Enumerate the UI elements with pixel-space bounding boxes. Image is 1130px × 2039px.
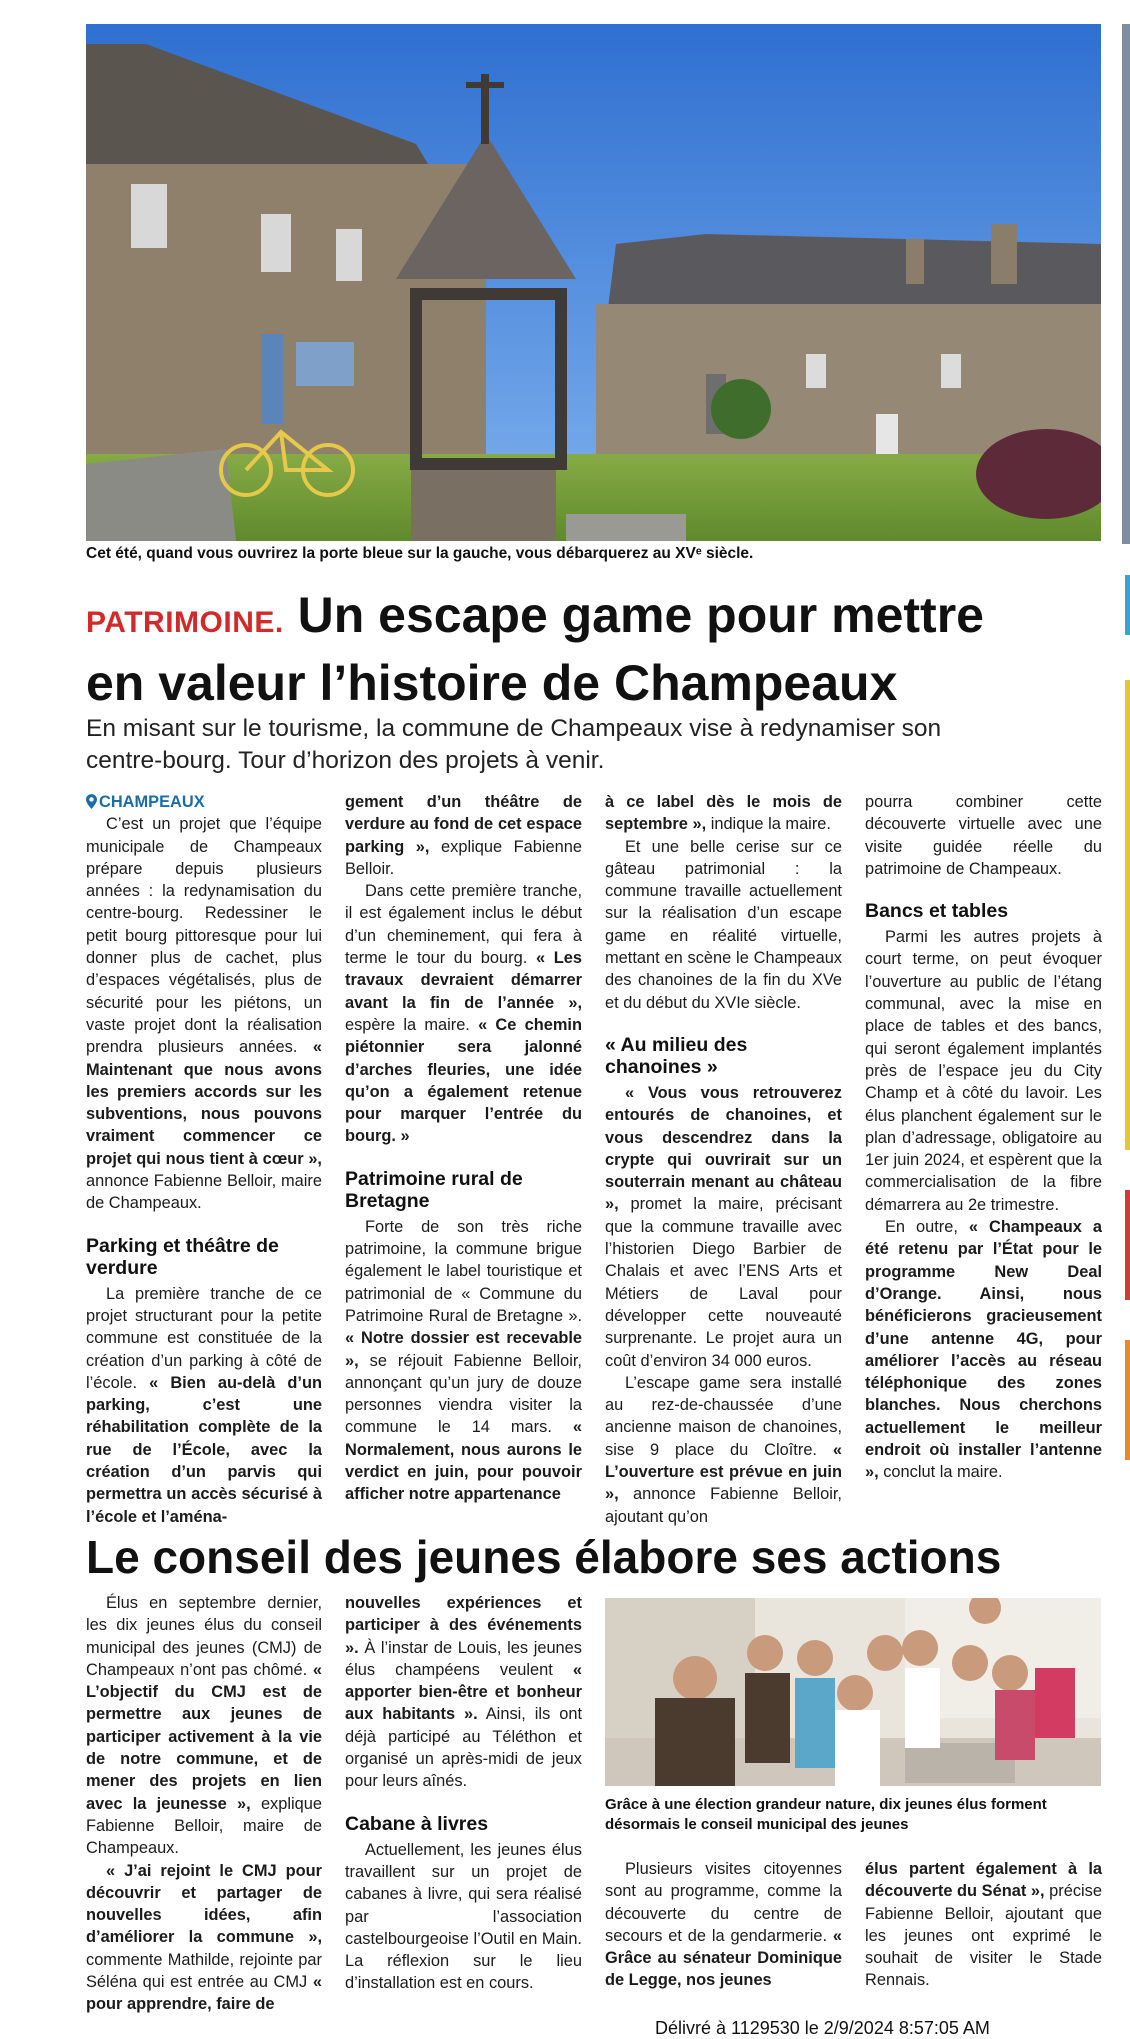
a1-c2-quote3: « Notre dossier est recevable », <box>345 1329 582 1370</box>
a2-c1-p2 <box>86 1860 322 2016</box>
a2-c2-p0 <box>345 1592 582 1793</box>
a1-c2-p1-text: Dans cette première tranche, il est également inclus le début d’un cheminement, qui fera à terme le tour du bourg. <box>345 882 582 968</box>
a1-sub-parking: Parking et théâtre de verdure <box>86 1234 279 1279</box>
a1-c2-p0 <box>345 791 582 880</box>
a1-c4-quote1: « Champeaux a été retenu par l’État pour le programme New Deal d’Orange. Ainsi, nous bénéficierons gracieusement d’une antenne 4G, pour améliorer l’accès au réseau téléphonique des zones blanches. Nous cherchons actuellement le meilleur endroit où installer l’antenne », <box>865 1218 1103 1482</box>
a1-c2-p0-end: explique Fabienne Belloir. <box>345 837 582 878</box>
a1-c1-p1-end: annonce Fabienne Belloir, maire de Champeaux. <box>86 1172 322 1213</box>
a1-c3-p2-text: promet la maire, précisant que la commune travaille avec l’historien Diego Barbier de Chalais et avec l’ENS Arts et Métiers de Laval pour développer cette nouveauté surprenante. Le projet aura un coût d’environ 34 000 euros. <box>605 1195 842 1370</box>
article1-lead <box>86 713 1116 777</box>
article2-title: Le conseil des jeunes élabore ses actions <box>86 1531 1002 1583</box>
a1-c4-p2-end: conclut la maire. <box>883 1463 1003 1482</box>
a2-c1-quote1: « L’objectif du CMJ est de permettre aux jeunes de participer activement à la vie de notre commune, et de mener des projets en lien avec la jeunesse », <box>86 1660 322 1813</box>
a2-c2-quote1: « apporter bien-être et bonheur aux habitants ». <box>345 1660 582 1724</box>
article1-col2 <box>345 791 582 1506</box>
location-label: CHAMPEAUX <box>99 793 205 811</box>
a1-c1-quote2: « Bien au-delà d’un parking, c’est une réhabilitation complète de la rue de l’École, avec la création d’un parvis qui permettra un accès sécurisé à l’école et l’aména- <box>86 1373 322 1526</box>
a2-c4-p0-end: précise Fabienne Belloir, ajoutant que les jeunes ont exprimé le souhait de visiter le Stade Rennais. <box>865 1882 1102 1990</box>
a1-c3-p3 <box>605 1372 842 1528</box>
a1-c2-p2 <box>345 1216 582 1506</box>
article1-title-line2: en valeur l’histoire de Champeaux <box>86 655 898 711</box>
a1-c1-p2 <box>86 1283 322 1528</box>
article2-col4 <box>865 1858 1102 1992</box>
a2-c1-quote3: « pour apprendre, faire de <box>86 1973 322 2014</box>
a1-c4-p1: Parmi les autres projets à court terme, on peut évoquer l’ouverture au public de l’étang communal, avec la mise en place de tables et des bancs, qui seront également implantés près de l’espace jeu du City Champ et à côté du lavoir. Les élus planchent également sur le plan d’adressage, obligatoire au 1er juin 2024, et espèrent que la commercialisation de la fibre démarrera au 2e trimestre. <box>865 928 1102 1214</box>
a1-c2-p2-mid: se réjouit Fabienne Belloir, annonçant qu’un jury de douze personnes viendra visiter la commune le 14 mars. <box>345 1351 582 1437</box>
a1-sub-patrimoine: Patrimoine rural de Bretagne <box>345 1167 523 1212</box>
location-tag <box>86 791 322 813</box>
article1-col4 <box>865 791 1102 1484</box>
a1-c2-p1-mid: espère la maire. <box>345 1015 470 1034</box>
a2-c4-quote0: élus partent également à la découverte du Sénat », <box>865 1860 1102 1901</box>
adjacent-page-bar-orange <box>1125 1340 1130 1460</box>
a2-c4-p0 <box>865 1858 1102 1992</box>
delivery-stamp: Délivré à 1129530 le 2/9/2024 8:57:05 AM <box>655 2018 990 2038</box>
adjacent-page-bar-red <box>1125 1190 1130 1300</box>
a1-c2-p1 <box>345 880 582 1148</box>
article2-photo <box>605 1598 1101 1786</box>
adjacent-page-edge <box>1122 24 1130 544</box>
a2-sub-cabane: Cabane à livres <box>345 1812 489 1835</box>
a1-c2-quote4: « Normalement, nous aurons le verdict en juin, pour pouvoir afficher notre appartenance <box>345 1418 582 1504</box>
a1-c4-p2-start: En outre, <box>885 1218 958 1237</box>
a1-c3-quote1: « Vous vous retrouverez entourés de chanoines, et vous descendrez dans la crypte qui ouvrirait sur un souterrain menant au château », <box>605 1083 842 1214</box>
article1-kicker: PATRIMOINE. <box>86 606 284 639</box>
a2-c1-p1-text: Élus en septembre dernier, les dix jeunes élus du conseil municipal des jeunes (CMJ) de Champeaux n’ont pas chômé. <box>86 1594 322 1679</box>
a1-sub-chanoines: « Au milieu des chanoines » <box>605 1033 748 1078</box>
article1-col1 <box>86 791 322 1528</box>
a1-sub-bancs: Bancs et tables <box>865 900 1009 923</box>
a2-c3-quote1: « Grâce au sénateur Dominique de Legge, nos jeunes <box>605 1926 842 1990</box>
a1-c2-p2-text: Forte de son très riche patrimoine, la commune brigue également le label touristique et patrimonial de « Commune du Patrimoine Rural de Bretagne ». <box>345 1217 582 1325</box>
a2-c1-p2-mid: commente Mathilde, rejointe par Séléna qui est entrée au CMJ <box>86 1950 322 1992</box>
a1-c4-p2 <box>865 1216 1102 1484</box>
a2-c2-p0-mid: À l’instar de Louis, les jeunes élus champéens veulent <box>345 1638 582 1679</box>
article2-photo-caption: Grâce à une élection grandeur nature, dix jeunes élus forment désormais le conseil municipal des jeunes <box>605 1796 1047 1833</box>
a1-c1-p1-text: C’est un projet que l’équipe municipale de Champeaux prépare depuis plusieurs années : la redynamisation du centre-bourg. Redessiner le petit bourg pittoresque pour lui donner plus de cachet, plus d’espaces végétalisés, plus de sécurité pour les piétons, un vaste projet dont la réalisation prendra plusieurs années. <box>86 815 322 1057</box>
article1-lead-line1: En misant sur le tourisme, la commune de Champeaux vise à redynamiser son <box>86 715 942 742</box>
adjacent-page-bar-blue <box>1125 575 1130 635</box>
article1-col3 <box>605 791 842 1528</box>
a1-c3-quote0: à ce label dès le mois de septembre », <box>605 793 842 834</box>
a2-c2-p1: Actuellement, les jeunes élus travaillent sur un projet de cabanes à livre, qui sera réalisé par l’association castelbourgeoise l’Outil en Main. La réflexion sur le lieu d’installation est en cours. <box>345 1840 582 1993</box>
a1-c3-p3-text: L’escape game sera installé au rez-de-chaussée d’une ancienne maison de chanoines, sise 9 place du Cloître. <box>605 1373 842 1459</box>
a1-c3-p0 <box>605 791 842 836</box>
article1-photo <box>86 24 1101 541</box>
a2-c2-quote0: nouvelles expériences et participer à des événements ». <box>345 1594 582 1657</box>
a2-c3-p1-text: Plusieurs visites citoyennes sont au programme, comme la découverte du centre de secours et de la gendarmerie. <box>605 1860 842 1945</box>
map-pin-icon <box>86 794 97 809</box>
a2-c1-p1-end: explique Fabienne Belloir, maire de Champeaux. <box>86 1794 322 1858</box>
a2-c1-quote2: « J’ai rejoint le CMJ pour découvrir et partager de nouvelles idées, afin d’améliorer la commune », <box>86 1861 322 1947</box>
a1-c3-p0-end: indique la maire. <box>710 815 831 834</box>
a1-c2-quote1: « Les travaux devraient démarrer avant la fin de l’année », <box>345 949 582 1012</box>
a1-c3-p1: Et une belle cerise sur ce gâteau patrimonial : la commune travaille actuellement sur la réalisation d’un escape game en réalité virtuelle, mettant en scène le Champeaux des chanoines de la fin du XVe et du début du XVIe siècle. <box>605 837 842 1012</box>
a1-c2-quote0: gement d’un théâtre de verdure au fond de cet espace parking », <box>345 793 582 856</box>
a2-c3-p1 <box>605 1858 842 1992</box>
a1-c3-p3-end: annonce Fabienne Belloir, ajoutant qu’on <box>605 1485 842 1526</box>
a1-c1-p2-text: La première tranche de ce projet structurant pour la petite commune est constituée de la création d’un parking à côté de l’école. <box>86 1284 322 1392</box>
a2-c2-p0-end: Ainsi, ils ont déjà participé au Téléthon et organisé un après-midi de jeux pour leurs aînés. <box>345 1705 583 1791</box>
adjacent-page-bar-yellow <box>1125 680 1130 1150</box>
article2-col3 <box>605 1858 842 1992</box>
article1-photo-caption: Cet été, quand vous ouvrirez la porte bleue sur la gauche, vous débarquerez au XVᵉ siècle. <box>86 545 754 562</box>
a1-c1-p1 <box>86 813 322 1214</box>
article1-title-line1: Un escape game pour mettre <box>297 587 984 643</box>
article1-lead-line2: centre-bourg. Tour d’horizon des projets à venir. <box>86 747 605 774</box>
a1-c4-p0: pourra combiner cette découverte virtuelle avec une visite guidée réelle du patrimoine de Champeaux. <box>865 793 1102 878</box>
a1-c2-quote2: « Ce chemin piétonnier sera jalonné d’arches fleuries, une idée qu’on a également retenue pour marquer l’entrée du bourg. » <box>345 1015 582 1146</box>
a1-c1-quote1: « Maintenant que nous avons les premiers accords sur les subventions, nous pouvons vraiment commencer ce projet qui nous tient à cœur », <box>86 1038 322 1168</box>
a1-c3-p2 <box>605 1082 842 1372</box>
a2-c1-p1 <box>86 1592 322 1860</box>
article1-title <box>86 585 1116 713</box>
article2-col1 <box>86 1592 322 2016</box>
article2-col2 <box>345 1592 582 1995</box>
a1-c3-quote2: « L’ouverture est prévue en juin », <box>605 1440 842 1504</box>
